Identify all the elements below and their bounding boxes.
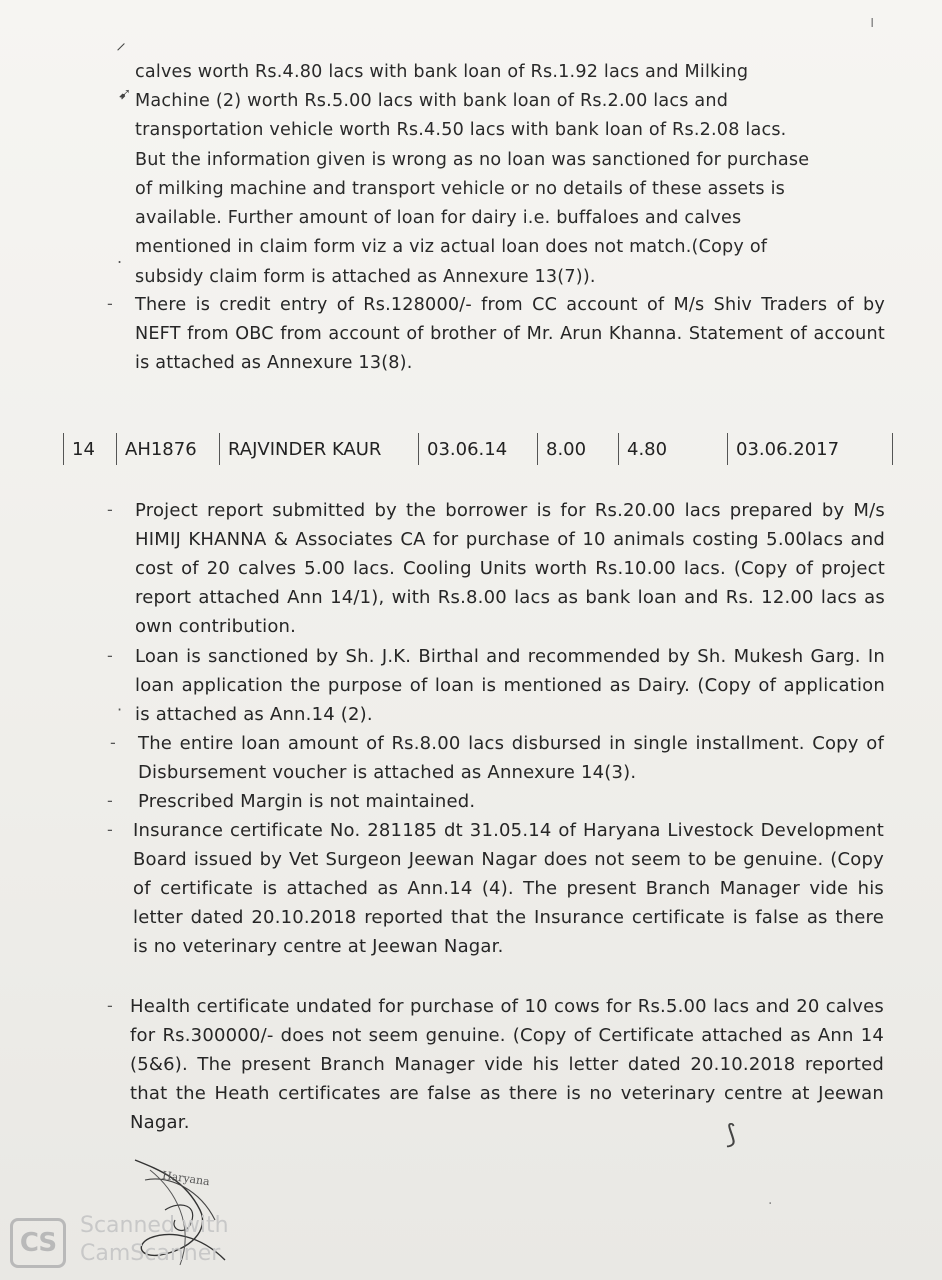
bullet-annexure-13-8: There is credit entry of Rs.128000/- from CC account of M/s Shiv Traders of by NEFT from OBC from account of brother of Mr. Arun Khanna. Statement of account is attached as Annexure 13(8). [135, 295, 885, 373]
arrow-mark-icon: ➹ [118, 84, 132, 103]
table-row [64, 433, 893, 465]
bullet-insurance-certificate: Insurance certificate No. 281185 dt 31.05.14 of Haryana Livestock Development Board issued by Vet Surgeon Jeewan Nagar does not seem to be genuine. (Copy of certificate is attached as Ann.14 (4). The present Branch Manager vide his letter dated 20.10.2018 reported that the Insurance certificate is false as there is no veterinary centre at Jeewan Nagar. [133, 820, 884, 957]
cell-account: AH1876 [117, 433, 220, 465]
continuation-line: mentioned in claim form viz a viz actual loan does not match.(Copy of [135, 237, 768, 257]
cell-sr-no: 14 [64, 433, 117, 465]
bullet-disbursement: The entire loan amount of Rs.8.00 lacs disbursed in single installment. Copy of Disbursement voucher is attached as Annexure 14(3). [138, 733, 884, 783]
cell-date-sanction: 03.06.14 [419, 433, 538, 465]
bullet-dash: . [117, 248, 123, 267]
bullet-dash: · [117, 700, 123, 719]
continuation-line: calves worth Rs.4.80 lacs with bank loan of Rs.1.92 lacs and Milking [135, 62, 749, 82]
continuation-line: But the information given is wrong as no loan was sanctioned for purchase [135, 150, 810, 170]
camscanner-watermark [80, 1212, 229, 1268]
watermark-line: CamScanner [80, 1241, 221, 1266]
loan-record-table [63, 433, 893, 465]
cell-amount-sanctioned: 8.00 [538, 433, 619, 465]
continuation-line: available. Further amount of loan for dairy i.e. buffaloes and calves [135, 208, 742, 228]
watermark-line: Scanned with [80, 1213, 229, 1238]
pen-mark: ⟆ [726, 1120, 737, 1150]
stamp-text: Haryana [161, 1168, 211, 1189]
camscanner-logo: CS [10, 1218, 66, 1268]
bullet-dash: - [107, 820, 113, 839]
continuation-line: subsidy claim form is attached as Annexure 13(7)). [135, 267, 596, 287]
cell-name: RAJVINDER KAUR [220, 433, 419, 465]
bullet-health-certificate: Health certificate undated for purchase of 10 cows for Rs.5.00 lacs and 20 calves for Rs.300000/- does not seem genuine. (Copy of Certificate attached as Ann 14 (5&6). The present Branch Manager vide his letter dated 20.10.2018 reported that the Heath certificates are false as there is no veterinary centre at Jeewan Nagar. [130, 996, 884, 1133]
bullet-dash: - [107, 500, 113, 519]
bullet-dash: - [107, 294, 113, 313]
pen-mark: · [768, 1196, 773, 1212]
cell-amount-outstanding: 4.80 [619, 433, 728, 465]
cell-date-npa: 03.06.2017 [728, 433, 893, 465]
continuation-line: transportation vehicle worth Rs.4.50 lacs with bank loan of Rs.2.08 lacs. [135, 120, 787, 140]
bullet-dash: - [107, 996, 113, 1015]
pen-mark: ⸝ [116, 30, 126, 54]
bullet-project-report: Project report submitted by the borrower is for Rs.20.00 lacs prepared by M/s HIMIJ KHANNA & Associates CA for purchase of 10 animals costing 5.00lacs and cost of 20 calves 5.00 lacs. Cooling Units worth Rs.10.00 lacs. (Copy of project report attached Ann 14/1), with Rs.8.00 lacs as bank loan and Rs. 12.00 lacs as own contribution. [135, 500, 885, 637]
margin-tick: ı [870, 12, 875, 31]
continuation-line: Machine (2) worth Rs.5.00 lacs with bank loan of Rs.2.00 lacs and [135, 91, 729, 111]
bullet-dash: - [107, 646, 113, 665]
bullet-margin: Prescribed Margin is not maintained. [138, 791, 476, 812]
bullet-loan-sanction: Loan is sanctioned by Sh. J.K. Birthal and recommended by Sh. Mukesh Garg. In loan application the purpose of loan is mentioned as Dairy. (Copy of application is attached as Ann.14 (2). [135, 646, 885, 725]
bullet-dash: - [107, 791, 113, 810]
continuation-line: of milking machine and transport vehicle or no details of these assets is [135, 179, 786, 199]
bullet-dash: - [110, 733, 116, 752]
